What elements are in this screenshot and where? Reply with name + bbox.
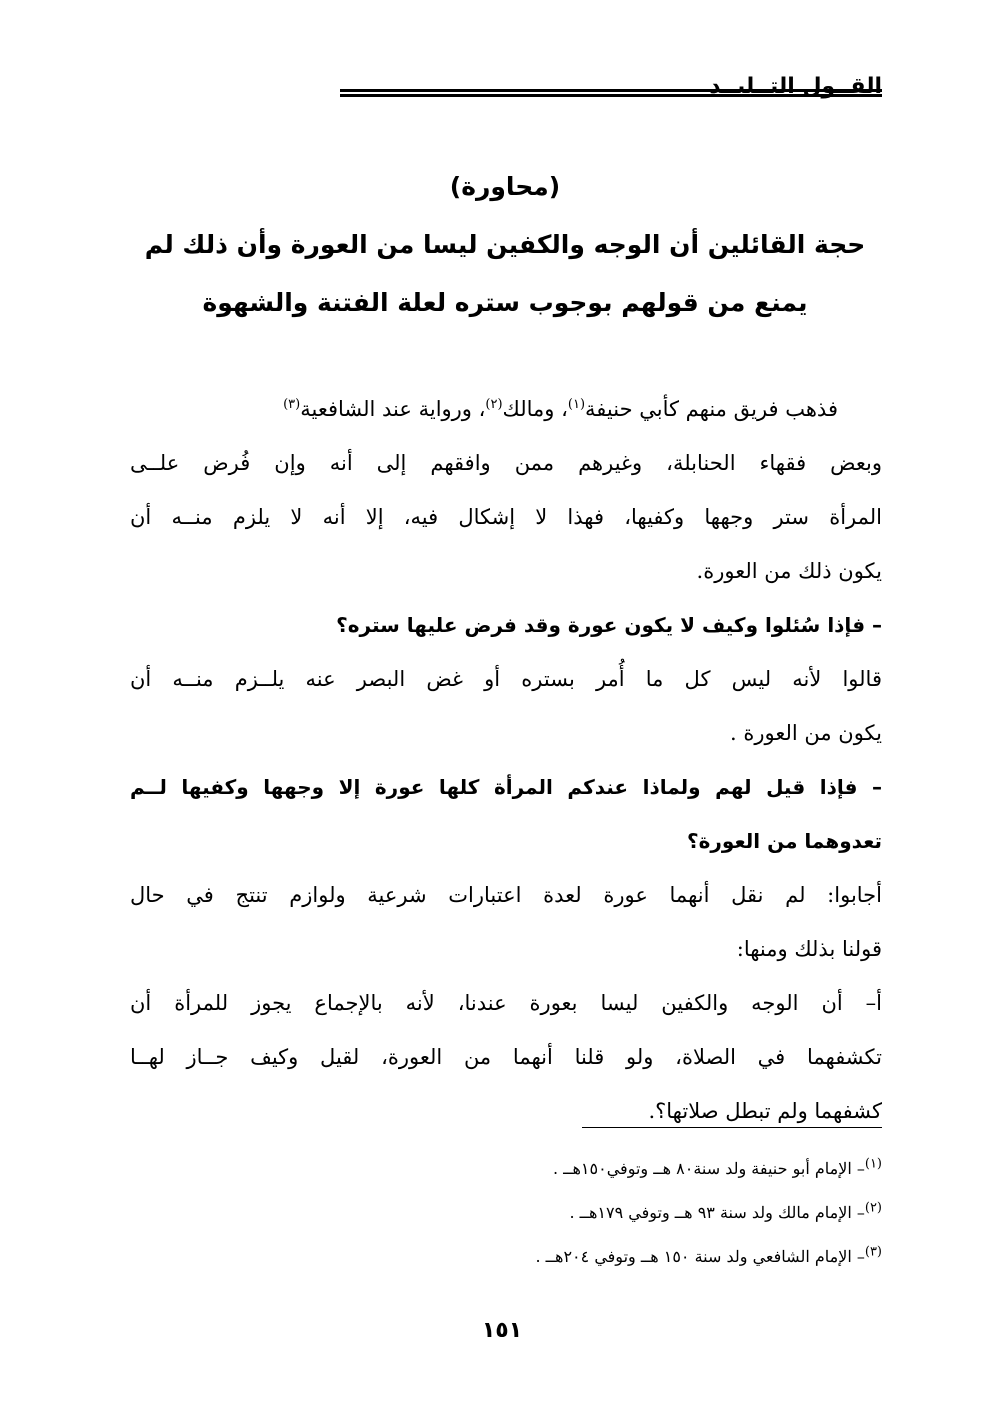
footnote-ref-1: (١) [567,397,586,412]
point-alif-line-1: أ– أن الوجه والكفين ليسا بعورة عندنا، لأنه بالإجماع يجوز للمرأة أن [130,991,882,1015]
section-title [120,158,890,332]
question-2-line-2: تعدوهما من العورة؟ [687,829,882,853]
footnote-marker: (١) [864,1156,882,1172]
running-header [130,72,882,112]
text-fragment: ، ورواية عند الشافعية [300,397,486,421]
paragraph-1-line-4: يكون ذلك من العورة. [696,559,882,583]
answer-2-line-1: أجابوا: لم نقل أنهما عورة لعدة اعتبارات شرعية ولوازم تنتج في حال [130,883,882,907]
footnote-ref-3: (٣) [283,397,301,412]
paragraph-1-line-1 [130,382,882,436]
footnote-3 [130,1235,882,1279]
footnotes [130,1147,882,1279]
footnote-text: – الإمام الشافعي ولد سنة ١٥٠ هــ وتوفي ٢٠٤هــ . [535,1247,865,1266]
text-fragment: ، ومالك [502,397,568,421]
body-text [130,382,882,1138]
page-number: ١٥١ [481,1318,523,1343]
paragraph-1-line-3: المرأة ستر وجهها وكفيها، فهذا لا إشكال فيه، إلا أنه لا يلزم منــه أن [130,505,882,529]
footnote-2 [130,1191,882,1235]
footnote-ref-2: (٢) [485,397,503,412]
text-fragment: فذهب فريق منهم كأبي حنيفة [585,397,838,421]
title-line-1: (محاورة) [449,172,561,201]
footnote-marker: (٣) [864,1244,882,1260]
footnote-separator [582,1127,882,1128]
footnote-marker: (٢) [864,1200,882,1216]
answer-2-line-2: قولنا بذلك ومنها: [736,937,882,961]
footnote-text: – الإمام مالك ولد سنة ٩٣ هــ وتوفي ١٧٩هــ . [569,1203,865,1222]
answer-1-line-1: قالوا لأنه ليس كل ما أُمر بستره أو غض البصر عنه يلــزم منــه أن [130,667,882,691]
header-title: القــول التــليــد [709,74,882,99]
footnote-1 [130,1147,882,1191]
point-alif-line-2: تكشفهما في الصلاة، ولو قلنا أنهما من العورة، لقيل وكيف جــاز لهــا [130,1045,882,1069]
title-line-3: يمنع من قولهم بوجوب ستره لعلة الفتنة والشهوة [202,288,808,317]
question-2-line-1: – فإذا قيل لهم ولماذا عندكم المرأة كلها عورة إلا وجهها وكفيها لــم [130,775,882,799]
question-1: – فإذا سُئلوا وكيف لا يكون عورة وقد فرض عليها ستره؟ [336,613,882,637]
point-alif-line-3: كشفهما ولم تبطل صلاتها؟. [648,1099,882,1123]
paragraph-1-line-2: وبعض فقهاء الحنابلة، وغيرهم ممن وافقهم إلى أنه وإن فُرض علــى [130,451,882,475]
title-line-2: حجة القائلين أن الوجه والكفين ليسا من العورة وأن ذلك لم [144,230,866,259]
footnote-text: – الإمام أبو حنيفة ولد سنة٨٠ هــ وتوفي١٥٠هــ . [552,1159,865,1178]
answer-1-line-2: يكون من العورة . [729,721,882,745]
